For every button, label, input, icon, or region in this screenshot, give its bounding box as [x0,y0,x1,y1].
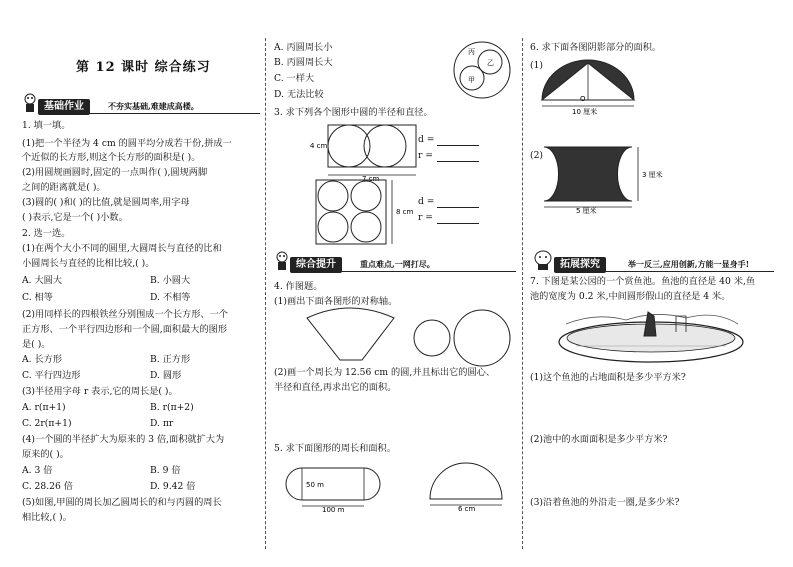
q4-2-line1: (2)画一个周长为 12.56 cm 的圆,并且标出它的圆心、 [274,367,496,378]
fig6-2-height-label: 3 厘米 [642,171,663,179]
mascot-icon [532,249,554,271]
explore-banner-motto: 举一反三,应用创新,方能一显身手! [628,259,750,269]
semi-width-label: 6 cm [458,505,476,513]
label-jia: 甲 [468,76,475,84]
fig6-1-width-label: 10 厘米 [572,108,598,116]
track-figure [286,460,386,514]
q2-2-option-d[interactable]: D. 圆形 [150,370,182,381]
q2-1-line1: (1)在两个大小不同的圆里,大圆周长与直径的比和 [22,243,222,254]
basic-banner-label: 基础作业 [38,99,90,115]
q2-3-option-b[interactable]: B. r(π+2) [150,402,194,413]
q2-2-option-a[interactable]: A. 长方形 [22,354,63,365]
semicircle-figure [422,455,512,511]
q5-text: 5. 求下面图形的周长和面积。 [274,443,396,454]
q4-1-text: (1)画出下面各图形的对称轴。 [274,296,398,307]
fish-pond-illustration [556,302,746,364]
column-left [18,0,262,567]
mascot-icon [22,93,38,113]
q2-3-line1: (3)半径用字母 r 表示,它的周长是( )。 [22,386,178,397]
q2-3-option-a[interactable]: A. r(π+1) [22,402,66,413]
q1-heading: 1. 填一填。 [22,120,71,131]
q2-5-option-c[interactable]: C. 一样大 [274,73,315,84]
two-circles-figure [406,308,516,370]
track-height-label: 50 m [306,481,324,489]
q7-2-text: (2)池中的水面面积是多少平方米? [530,434,668,445]
column-divider-left [265,38,266,549]
q3-figure-2 [312,178,422,258]
basic-banner [22,99,258,115]
explore-banner-label: 拓展探究 [554,257,606,273]
three-circles-figure [452,40,512,102]
q2-4-option-d[interactable]: D. 9.42 倍 [150,481,196,492]
fig1-width-label: 7 cm [362,175,380,183]
q2-4-option-b[interactable]: B. 9 倍 [150,465,181,476]
column-divider-right [522,38,523,549]
q2-4-line1: (4)一个圆的半径扩大为原来的 3 倍,面积就扩大为 [22,434,225,445]
q2-1-option-b[interactable]: B. 小圆大 [150,275,191,286]
q1-3-line2: ( )表示,它是一个( )小数。 [22,212,128,223]
q2-2-line1: (2)用同样长的四根铁丝分别围成一个长方形、一个 [22,309,228,320]
q2-4-line2: 原来的( )。 [22,449,69,460]
label-yi: 乙 [487,59,494,67]
fig6-1-center-label: O [580,95,586,103]
advanced-banner [274,257,518,273]
q6-text: 6. 求下面各图阴影部分的面积。 [530,42,662,53]
q7-3-text: (3)沿着鱼池的外沿走一圈,是多少米? [530,497,680,508]
mascot-icon [274,251,290,271]
fig6-2-width-label: 5 厘米 [576,207,597,215]
label-bing: 丙 [468,48,475,56]
q2-2-line2: 正方形、一个平行四边形和一个圆,面积最大的图形 [22,324,228,335]
q2-1-option-d[interactable]: D. 不相等 [150,292,191,303]
q2-1-option-a[interactable]: A. 大圆大 [22,275,63,286]
q3-figure-1 [310,123,430,183]
q1-2-line2: 之间的距离就是( )。 [22,182,106,193]
basic-banner-motto: 不夯实基础,难建成高楼。 [108,101,199,111]
q2-5-line1: (5)如图,甲圆的周长加乙圆周长的和与丙圆的周长 [22,497,222,508]
q2-heading: 2. 选一选。 [22,228,71,239]
q2-5-option-b[interactable]: B. 丙圆周长大 [274,57,333,68]
q6-figure-2 [538,145,668,215]
q1-2-line1: (2)用圆规画圆时,固定的一点叫作( ),圆规两脚 [22,167,208,178]
advanced-banner-motto: 重点难点,一网打尽。 [360,259,435,269]
q3-fig2-r-label: r = [418,212,434,223]
column-middle [272,0,520,567]
q4-text: 4. 作图题。 [274,281,323,292]
q6-1-label: (1) [530,60,544,71]
q3-fig2-d-answer[interactable] [437,196,479,208]
lesson-title: 第 12 课时 综合练习 [76,60,211,75]
fig2-height-label: 8 cm [396,208,414,216]
q4-2-line2: 半径和直径,再求出它的面积。 [274,382,397,393]
q7-line1: 7. 下图是某公园的一个赏鱼池。鱼池的直径是 40 米,鱼 [530,276,756,287]
advanced-banner-label: 综合提升 [290,257,342,273]
q6-2-label: (2) [530,150,544,161]
q1-3-line1: (3)圆的( )和( )的比值,就是圆周率,用字母 [22,197,190,208]
q2-4-option-a[interactable]: A. 3 倍 [22,465,53,476]
fig1-height-label: 4 cm [310,142,328,150]
q7-line2: 池的宽度为 0.2 米,中间圆形假山的直径是 4 米。 [530,291,731,302]
q2-2-option-c[interactable]: C. 平行四边形 [22,370,81,381]
q2-1-option-c[interactable]: C. 相等 [22,292,53,303]
q2-5-line2: 相比较,( )。 [22,512,72,523]
q3-fig2-d-label: d = [418,196,435,207]
q2-4-option-c[interactable]: C. 28.26 倍 [22,481,73,492]
q6-figure-1 [538,55,638,117]
q2-3-option-c[interactable]: C. 2r(π+1) [22,418,72,429]
q1-1-line2: 个近似的长方形,则这个长方形的面积是( )。 [22,152,201,163]
explore-banner [532,257,776,273]
q3-fig1-r-label: r = [418,150,434,161]
track-width-label: 100 m [322,506,345,514]
q3-fig1-r-answer[interactable] [437,150,479,162]
q2-2-option-b[interactable]: B. 正方形 [150,354,191,365]
q3-fig1-d-label: d = [418,134,435,145]
q3-fig2-r-answer[interactable] [437,212,479,224]
q7-1-text: (1)这个鱼池的占地面积是多少平方米? [530,372,686,383]
q2-2-line3: 是( )。 [22,339,51,350]
fan-figure [302,306,412,366]
q2-1-line2: 小圆周长与直径的比相比较,( )。 [22,258,155,269]
q2-5-option-a[interactable]: A. 丙圆周长小 [274,42,333,53]
q2-5-option-d[interactable]: D. 无法比较 [274,89,324,100]
q2-3-option-d[interactable]: D. πr [150,418,174,429]
q1-1-line1: (1)把一个半径为 4 cm 的圆平均分成若干份,拼成一 [22,138,232,149]
column-right [528,0,778,567]
q3-text: 3. 求下列各个图形中圆的半径和直径。 [274,107,433,118]
q3-fig1-d-answer[interactable] [437,134,479,146]
